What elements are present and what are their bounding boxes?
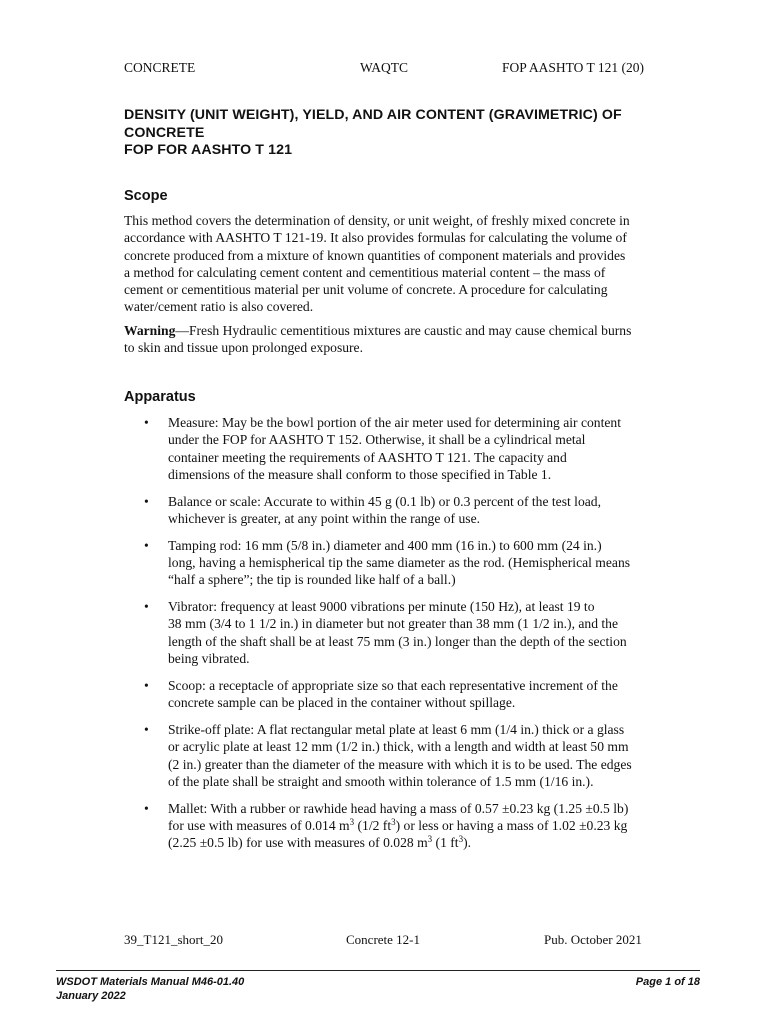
paragraph-line: water/cement ratio is also covered.: [124, 299, 314, 315]
header-left: CONCRETE: [124, 60, 196, 75]
manual-title: WSDOT Materials Manual M46-01.40: [56, 976, 245, 988]
paragraph-line: a method for calculating cement content and cementitious material content – the mass of: [124, 264, 606, 280]
warning-paragraph: [124, 322, 672, 357]
bullet-icon: •: [144, 677, 149, 693]
bullet-icon: •: [144, 599, 149, 615]
footer-center: Concrete 12-1: [346, 932, 421, 947]
item-line: container meeting the requirements of AASHTO T 121. The capacity and: [168, 449, 567, 465]
text-run: ) or less or having a mass of 1.02 ±0.23 kg: [395, 817, 628, 833]
running-footer: [124, 932, 648, 950]
scope-paragraph: [124, 212, 672, 316]
item-line: Scoop: a receptacle of appropriate size so that each representative increment of the: [168, 677, 618, 693]
list-item: [124, 598, 684, 667]
superscript: 3: [427, 834, 433, 845]
list-item: [124, 677, 684, 712]
item-line: Tamping rod: 16 mm (5/8 in.) diameter and 400 mm (16 in.) to 600 mm (24 in.): [168, 537, 602, 553]
bullet-icon: •: [144, 493, 149, 509]
paragraph-line: This method covers the determination of density, or unit weight, of freshly mixed concrete in: [124, 213, 630, 228]
item-line: Strike-off plate: A flat rectangular metal plate at least 6 mm (1/4 in.) thick or a glass: [168, 721, 625, 737]
list-item: [124, 721, 684, 790]
apparatus-list: [124, 414, 684, 861]
superscript: 3: [391, 816, 396, 827]
text-run: for use with measures of 0.014 m: [168, 817, 350, 833]
item-line: 38 mm (3/4 to 1 1/2 in.) in diameter but not greater than 38 mm (1 1/2 in.), and the: [168, 616, 619, 632]
footer-right: Pub. October 2021: [544, 932, 642, 947]
item-line: Mallet: With a rubber or rawhide head having a mass of 0.57 ±0.23 kg (1.25 ±0.5 lb): [168, 800, 629, 816]
item-line: long, having a hemispherical tip the same diameter as the rod. (Hemispherical means: [168, 555, 631, 571]
page-number: Page 1 of 18: [635, 976, 700, 988]
bullet-icon: •: [144, 537, 149, 553]
warning-line: to skin and tissue upon prolonged exposure.: [124, 340, 363, 356]
item-line: [168, 834, 684, 851]
text-run: (1 ft: [432, 835, 459, 851]
item-line: Vibrator: frequency at least 9000 vibrations per minute (150 Hz), at least 19 to: [168, 599, 595, 615]
item-line: concrete sample can be placed in the container without spillage.: [168, 695, 516, 711]
item-line: being vibrated.: [168, 651, 250, 667]
list-item: [124, 800, 684, 852]
text-run: (1/2 ft: [354, 817, 392, 833]
item-line: under the FOP for AASHTO T 152. Otherwise, it shall be a cylindrical metal: [168, 432, 586, 448]
item-line: Balance or scale: Accurate to within 45 g (0.1 lb) or 0.3 percent of the test load,: [168, 493, 601, 509]
item-line: dimensions of the measure shall conform to those specified in Table 1.: [168, 466, 552, 482]
paragraph-line: concrete produced from a mixture of known quantities of component materials and provides: [124, 247, 626, 263]
superscript: 3: [349, 816, 355, 827]
footer-divider: [56, 970, 700, 971]
text-run: (2.25 ±0.5 lb) for use with measures of 0.028 m: [168, 835, 428, 851]
item-line: or acrylic plate at least 12 mm (1/2 in.) thick, with a length and width at least 50 mm: [168, 739, 629, 755]
header-center: WAQTC: [360, 60, 408, 75]
apparatus-heading: Apparatus: [124, 389, 196, 405]
item-line: Measure: May be the bowl portion of the air meter used for determining air content: [168, 415, 621, 430]
footer-left: 39_T121_short_20: [124, 932, 223, 947]
list-item: [124, 414, 684, 483]
warning-label: Warning: [124, 323, 176, 338]
item-line: length of the shaft shall be at least 75 mm (3 in.) longer than the depth of the section: [168, 633, 627, 649]
manual-date: January 2022: [56, 990, 126, 1002]
item-line: whichever is greater, at any point within the range of use.: [168, 510, 481, 526]
title-line: FOP FOR AASHTO T 121: [124, 142, 293, 158]
list-item: [124, 493, 684, 528]
paragraph-line: accordance with AASHTO T 121-19. It also provides formulas for calculating the volume of: [124, 230, 627, 246]
list-item: [124, 537, 684, 589]
superscript: 3: [458, 834, 464, 845]
title-line: CONCRETE: [124, 124, 205, 141]
text-run: ).: [463, 835, 472, 851]
document-title: [124, 107, 644, 160]
bullet-icon: •: [144, 721, 149, 737]
item-line: “half a sphere”; the tip is rounded like half of a ball.): [168, 572, 456, 588]
bullet-icon: •: [144, 800, 149, 816]
item-line: [168, 817, 684, 834]
bullet-icon: •: [144, 415, 149, 430]
running-header: [124, 60, 648, 78]
item-line: of the plate shall be straight and smooth within tolerance of 1.5 mm (1/16 in.).: [168, 773, 594, 789]
item-line: (2 in.) greater than the diameter of the measure with which it is to be used. The edges: [168, 756, 632, 772]
title-line: DENSITY (UNIT WEIGHT), YIELD, AND AIR CONTENT (GRAVIMETRIC) OF: [124, 107, 622, 123]
paragraph-line: cement or cementitious material per unit volume of concrete. A procedure for calculating: [124, 282, 608, 298]
warning-line: [124, 322, 672, 339]
scope-heading: Scope: [124, 188, 168, 204]
warning-text: —Fresh Hydraulic cementitious mixtures are caustic and may cause chemical burns: [175, 323, 632, 338]
header-right: FOP AASHTO T 121 (20): [502, 60, 645, 75]
